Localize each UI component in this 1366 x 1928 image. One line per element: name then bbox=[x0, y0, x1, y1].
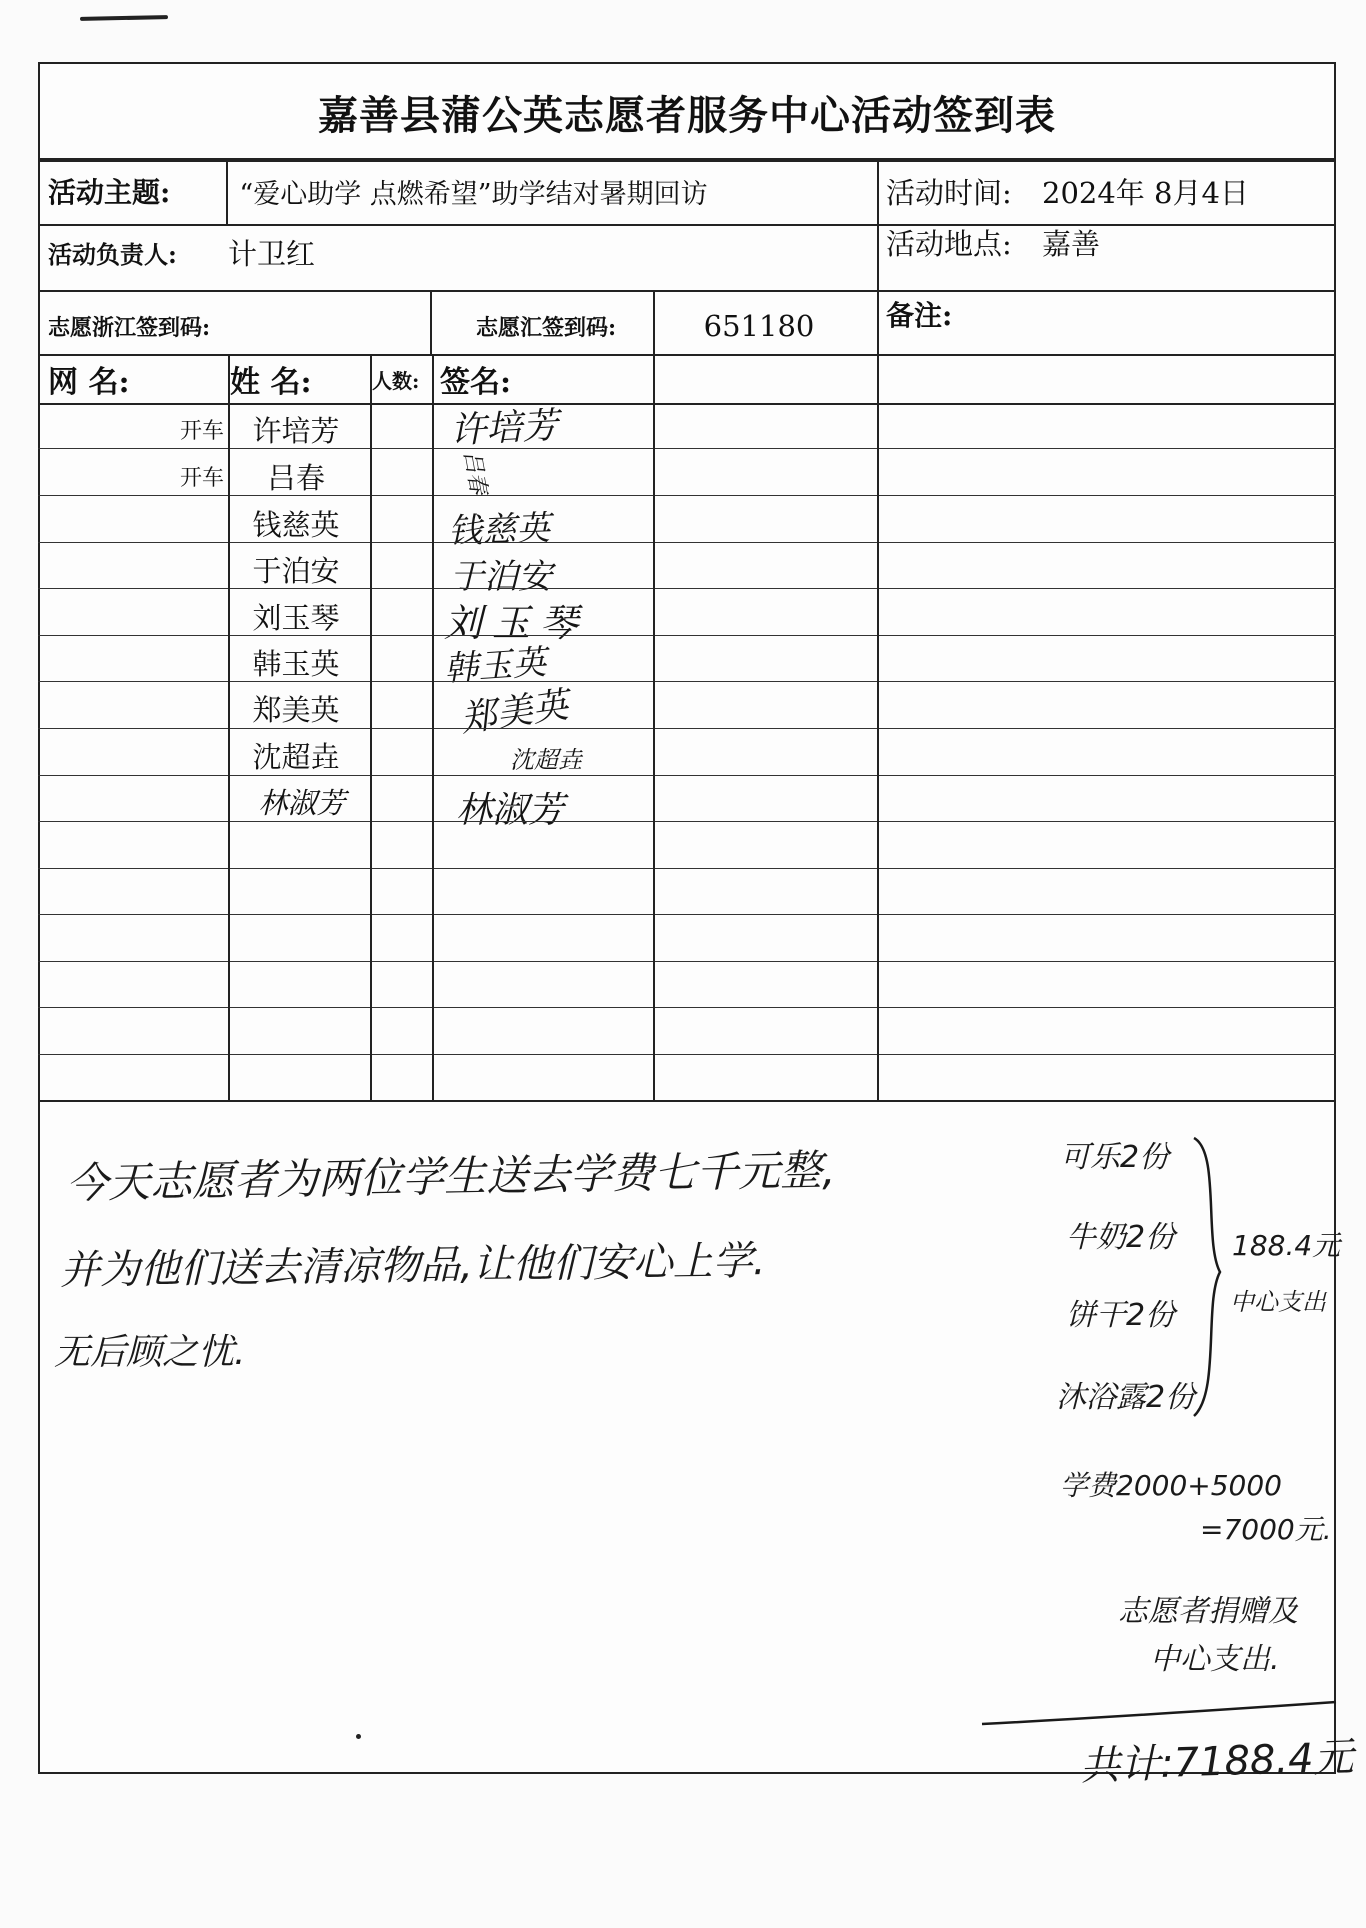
signature-1: 许培芳 bbox=[449, 405, 560, 452]
row-1-tag: 开车 bbox=[179, 418, 224, 444]
place-label: 活动地点: bbox=[886, 226, 1012, 261]
row-3-name: 钱慈英 bbox=[252, 507, 340, 542]
notes-line-1: 今天志愿者为两位学生送去学费七千元整, bbox=[65, 1145, 836, 1208]
sign-in-sheet bbox=[38, 62, 1355, 1790]
row-1-name: 许培芳 bbox=[252, 413, 340, 448]
pen-mark bbox=[80, 15, 168, 21]
signature-9: 林淑芳 bbox=[456, 790, 565, 831]
signature-7: 郑美英 bbox=[458, 684, 571, 741]
header-count: 人数: bbox=[372, 368, 420, 393]
donor-line-1: 志愿者捐赠及 bbox=[1118, 1594, 1298, 1629]
place-value: 嘉善 bbox=[1042, 226, 1101, 261]
vh-code-label: 志愿汇签到码: bbox=[476, 314, 617, 341]
vh-code-value: 651180 bbox=[703, 309, 815, 343]
ink-dot bbox=[356, 1734, 361, 1739]
row-4-name: 于泊安 bbox=[252, 553, 340, 588]
signature-8: 沈超垚 bbox=[510, 746, 582, 774]
side-item-1: 可乐2份 bbox=[1060, 1140, 1170, 1175]
signature-2: 吕春 bbox=[458, 448, 491, 497]
side-item-4: 沐浴露2份 bbox=[1056, 1380, 1196, 1415]
row-7-name: 郑美英 bbox=[252, 692, 340, 727]
signature-4: 于泊安 bbox=[450, 557, 552, 597]
side-item-2: 牛奶2份 bbox=[1066, 1220, 1176, 1255]
total-amount: 共计:7188.4元 bbox=[1079, 1734, 1355, 1790]
row-8-name: 沈超垚 bbox=[252, 739, 340, 774]
theme-value: “爱心助学 点燃希望”助学结对暑期回访 bbox=[239, 178, 708, 210]
row-4-tag bbox=[44, 547, 224, 591]
header-name: 姓 名: bbox=[230, 365, 312, 400]
signature-5: 刘玉琴 bbox=[444, 601, 589, 645]
side-sum-source: 中心支出 bbox=[1230, 1288, 1326, 1316]
header-net-name: 网 名: bbox=[48, 365, 130, 400]
signature-6: 韩玉英 bbox=[442, 642, 548, 690]
time-value: 2024年 8月4日 bbox=[1042, 175, 1249, 210]
tuition-line-1: 学费2000+5000 bbox=[1060, 1469, 1282, 1502]
row-9-tag bbox=[44, 779, 224, 823]
row-6-name: 韩玉英 bbox=[252, 646, 340, 681]
row-5-tag bbox=[44, 594, 224, 638]
leader-value: 计卫红 bbox=[228, 236, 316, 271]
theme-label: 活动主题: bbox=[48, 176, 171, 209]
note-label: 备注: bbox=[886, 299, 953, 332]
row-5-name: 刘玉琴 bbox=[252, 600, 340, 635]
donor-line-2: 中心支出. bbox=[1150, 1642, 1280, 1677]
row-2-tag: 开车 bbox=[179, 465, 224, 491]
row-6-tag bbox=[44, 640, 224, 684]
header-signature: 签名: bbox=[440, 365, 512, 400]
zj-code-label: 志愿浙江签到码: bbox=[48, 314, 211, 341]
pen-underline bbox=[980, 1700, 1340, 1730]
row-2-name: 吕春 bbox=[266, 460, 325, 495]
tuition-line-2: =7000元. bbox=[1200, 1513, 1332, 1546]
notes-line-2: 并为他们送去清凉物品,让他们安心上学. bbox=[59, 1238, 766, 1294]
row-9-name-handwritten: 林淑芳 bbox=[258, 785, 346, 820]
notes-line-3: 无后顾之忧. bbox=[54, 1332, 246, 1373]
time-label: 活动时间: bbox=[886, 175, 1012, 210]
brace-mark bbox=[1190, 1132, 1226, 1422]
sheet-title: 嘉善县蒲公英志愿者服务中心活动签到表 bbox=[40, 64, 1334, 162]
row-8-tag bbox=[44, 733, 224, 777]
row-3-tag bbox=[44, 501, 224, 545]
side-sum: 188.4元 bbox=[1232, 1229, 1341, 1262]
row-7-tag bbox=[44, 686, 224, 730]
signature-3: 钱慈英 bbox=[447, 508, 551, 552]
side-item-3: 饼干2份 bbox=[1066, 1298, 1176, 1333]
leader-label: 活动负责人: bbox=[48, 239, 177, 269]
